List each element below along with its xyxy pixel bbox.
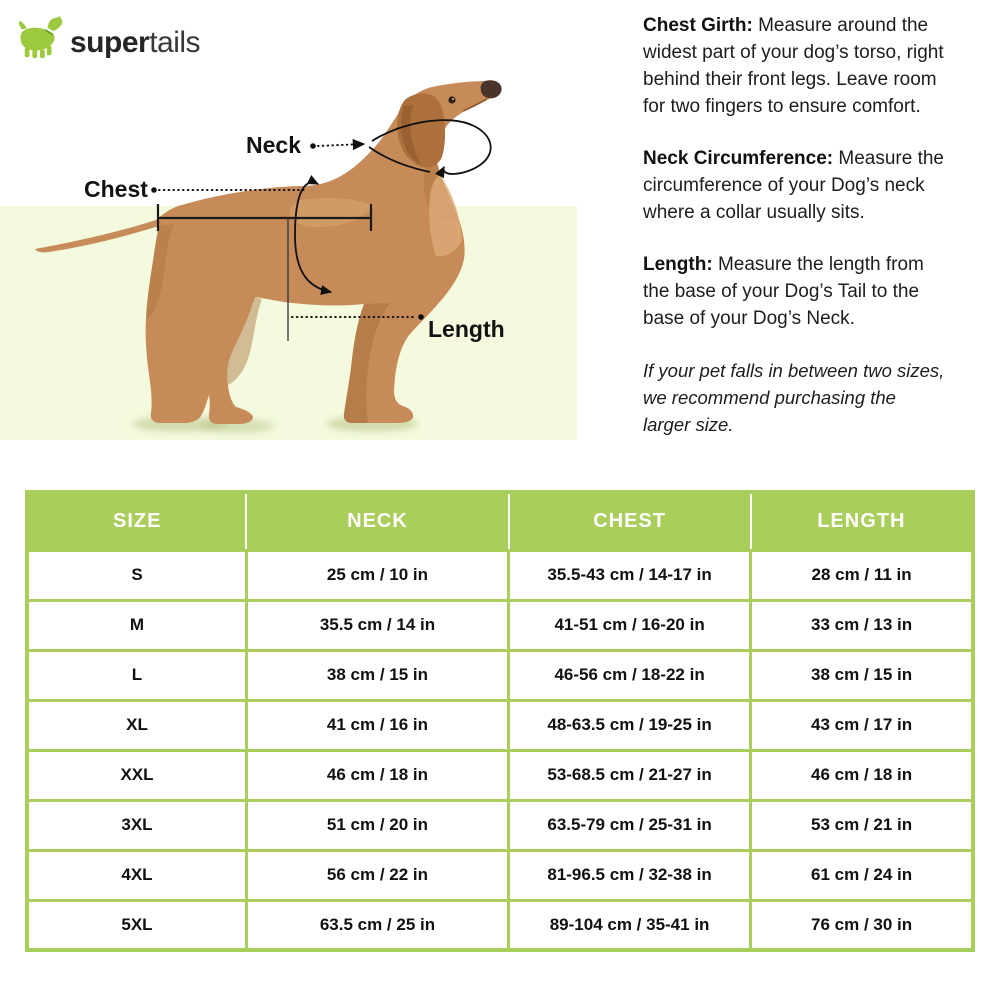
table-row-3xl bbox=[27, 800, 973, 850]
cell-length: 61 cm / 24 in bbox=[751, 850, 973, 900]
cell-size: L bbox=[27, 650, 246, 700]
measurement-annotations bbox=[0, 55, 580, 445]
measuring-instructions bbox=[643, 12, 948, 438]
cell-neck: 46 cm / 18 in bbox=[246, 750, 508, 800]
cell-chest: 81-96.5 cm / 32-38 in bbox=[509, 850, 751, 900]
cell-length: 76 cm / 30 in bbox=[751, 900, 973, 950]
table-row-5xl bbox=[27, 900, 973, 950]
instruction-chest-girth bbox=[643, 12, 948, 120]
header-neck: NECK bbox=[246, 492, 508, 550]
cell-chest: 53-68.5 cm / 21-27 in bbox=[509, 750, 751, 800]
table-row-m bbox=[27, 600, 973, 650]
cell-length: 33 cm / 13 in bbox=[751, 600, 973, 650]
cell-chest: 89-104 cm / 35-41 in bbox=[509, 900, 751, 950]
cell-length: 43 cm / 17 in bbox=[751, 700, 973, 750]
header-size: SIZE bbox=[27, 492, 246, 550]
table-row-xxl bbox=[27, 750, 973, 800]
cell-size: M bbox=[27, 600, 246, 650]
header-length: LENGTH bbox=[751, 492, 973, 550]
table-row-xl bbox=[27, 700, 973, 750]
cell-chest: 41-51 cm / 16-20 in bbox=[509, 600, 751, 650]
neck-label: Neck bbox=[246, 132, 301, 158]
cell-chest: 35.5-43 cm / 14-17 in bbox=[509, 550, 751, 600]
cell-neck: 25 cm / 10 in bbox=[246, 550, 508, 600]
cell-chest: 48-63.5 cm / 19-25 in bbox=[509, 700, 751, 750]
cell-chest: 63.5-79 cm / 25-31 in bbox=[509, 800, 751, 850]
size-chart bbox=[25, 490, 975, 952]
instruction-chest-girth-body: Measure around the widest part of your dog’s torso, right behind their front legs. Leave room for two fingers to ensure comfort. bbox=[643, 15, 944, 117]
cell-neck: 63.5 cm / 25 in bbox=[246, 900, 508, 950]
chest-label: Chest bbox=[84, 176, 148, 202]
instruction-neck-circumference bbox=[643, 145, 948, 226]
instruction-neck-title: Neck Circumference: bbox=[643, 148, 834, 169]
instruction-chest-girth-title: Chest Girth: bbox=[643, 15, 753, 36]
instruction-length bbox=[643, 251, 948, 332]
cell-length: 53 cm / 21 in bbox=[751, 800, 973, 850]
cell-chest: 46-56 cm / 18-22 in bbox=[509, 650, 751, 700]
instruction-length-body: Measure the length from the base of your Dog’s Tail to the base of your Dog’s Neck. bbox=[643, 254, 924, 329]
cell-length: 46 cm / 18 in bbox=[751, 750, 973, 800]
logo-text-super: super bbox=[70, 26, 150, 59]
cell-size: 4XL bbox=[27, 850, 246, 900]
cell-size: 5XL bbox=[27, 900, 246, 950]
logo-text-tails: tails bbox=[149, 26, 201, 59]
instruction-neck-body: Measure the circumference of your Dog’s neck where a collar usually sits. bbox=[643, 148, 944, 223]
cell-size: XXL bbox=[27, 750, 246, 800]
cell-neck: 35.5 cm / 14 in bbox=[246, 600, 508, 650]
table-row-4xl bbox=[27, 850, 973, 900]
sizing-note: If your pet falls in between two sizes, we recommend purchasing the larger size. bbox=[643, 360, 945, 435]
table-row-l bbox=[27, 650, 973, 700]
header-chest: CHEST bbox=[509, 492, 751, 550]
cell-size: XL bbox=[27, 700, 246, 750]
cell-size: S bbox=[27, 550, 246, 600]
length-label: Length bbox=[428, 316, 505, 342]
cell-length: 28 cm / 11 in bbox=[751, 550, 973, 600]
table-header-row bbox=[27, 492, 973, 550]
cell-neck: 41 cm / 16 in bbox=[246, 700, 508, 750]
cell-neck: 51 cm / 20 in bbox=[246, 800, 508, 850]
size-table bbox=[25, 490, 975, 952]
cell-length: 38 cm / 15 in bbox=[751, 650, 973, 700]
cell-size: 3XL bbox=[27, 800, 246, 850]
table-row-s bbox=[27, 550, 973, 600]
instruction-length-title: Length: bbox=[643, 254, 713, 275]
cell-neck: 38 cm / 15 in bbox=[246, 650, 508, 700]
cell-neck: 56 cm / 22 in bbox=[246, 850, 508, 900]
